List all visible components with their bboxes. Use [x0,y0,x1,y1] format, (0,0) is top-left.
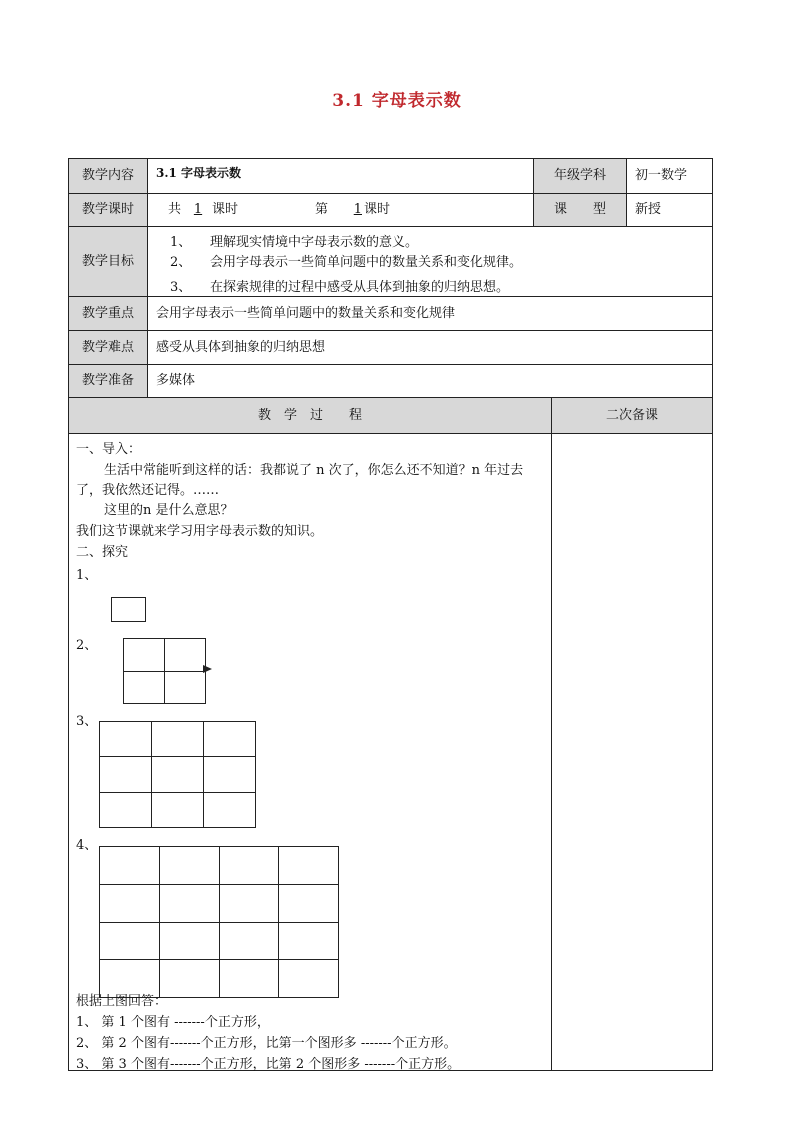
hours-nth-prefix: 第 [315,202,329,217]
table-rule [68,433,713,434]
figure-2-grid [123,638,206,704]
arrow-icon [203,665,213,673]
answer-heading: 根据上图回答： [76,994,168,1009]
table-rule [551,397,552,1071]
figure-4-grid [99,846,339,998]
figure-1-label: 1、 [76,568,98,583]
grade-label: 年级学科 [534,159,626,193]
explore-heading: 二、探究 [76,545,129,560]
hours-label: 教学课时 [69,194,147,226]
intro-line-1: 生活中常能听到这样的话：我都说了 n 次了，你怎么还不知道？n 年过去 [104,463,524,478]
figure-2-label: 2、 [76,638,98,653]
type-value: 新授 [635,202,662,217]
figure-3-label: 3、 [76,714,98,729]
goal-2-num: 2、 [170,255,192,270]
goal-3-text: 在探索规律的过程中感受从具体到抽象的归纳思想。 [210,280,510,295]
hours-total-prefix: 共 [168,202,182,217]
difficulty-value: 感受从具体到抽象的归纳思想 [156,339,326,355]
table-rule [68,226,713,227]
hours-nth-unit: 课时 [364,202,391,217]
key-value: 会用字母表示一些简单问题中的数量关系和变化规律 [156,305,456,321]
hours-total: 1 [193,202,203,217]
page-title: 3.1 字母表示数 [332,91,462,111]
question-3: 3、 第 3 个图有-------个正方形，比第 2 个图形多 -------个正方形。 [76,1057,461,1072]
figure-3-grid [99,721,256,828]
hours-total-unit: 课时 [212,202,239,217]
prep-value: 多媒体 [156,373,196,388]
goal-2-text: 会用字母表示一些简单问题中的数量关系和变化规律。 [210,255,523,270]
question-2: 2、 第 2 个图有-------个正方形，比第一个图形多 -------个正方形。 [76,1036,457,1051]
figure-1-square [111,597,146,622]
difficulty-label: 教学难点 [69,331,147,364]
goal-1-text: 理解现实情境中字母表示数的意义。 [210,235,419,250]
intro-line-2: 了，我依然还记得。…… [76,483,220,498]
type-label: 课 型 [534,194,626,226]
prep-label: 教学准备 [69,365,147,397]
goal-3-num: 3、 [170,280,192,295]
content-label: 教学内容 [69,159,147,193]
intro-line-4: 我们这节课就来学习用字母表示数的知识。 [76,524,324,539]
table-border-right [712,158,713,1071]
process-header: 教 学 过 程 [69,398,551,433]
hours-nth: 1 [353,202,362,217]
content-value: 3.1 字母表示数 [156,166,242,180]
side-header: 二次备课 [552,398,712,433]
question-1: 1、 第 1 个图有 -------个正方形， [76,1015,270,1030]
intro-heading: 一、导入： [76,442,142,457]
key-label: 教学重点 [69,297,147,330]
intro-line-3: 这里的n 是什么意思？ [104,503,234,518]
goal-1-num: 1、 [170,235,192,250]
figure-4-label: 4、 [76,838,98,853]
grade-value: 初一数学 [635,168,688,183]
hours-value [148,194,533,226]
goals-label: 教学目标 [69,227,147,296]
